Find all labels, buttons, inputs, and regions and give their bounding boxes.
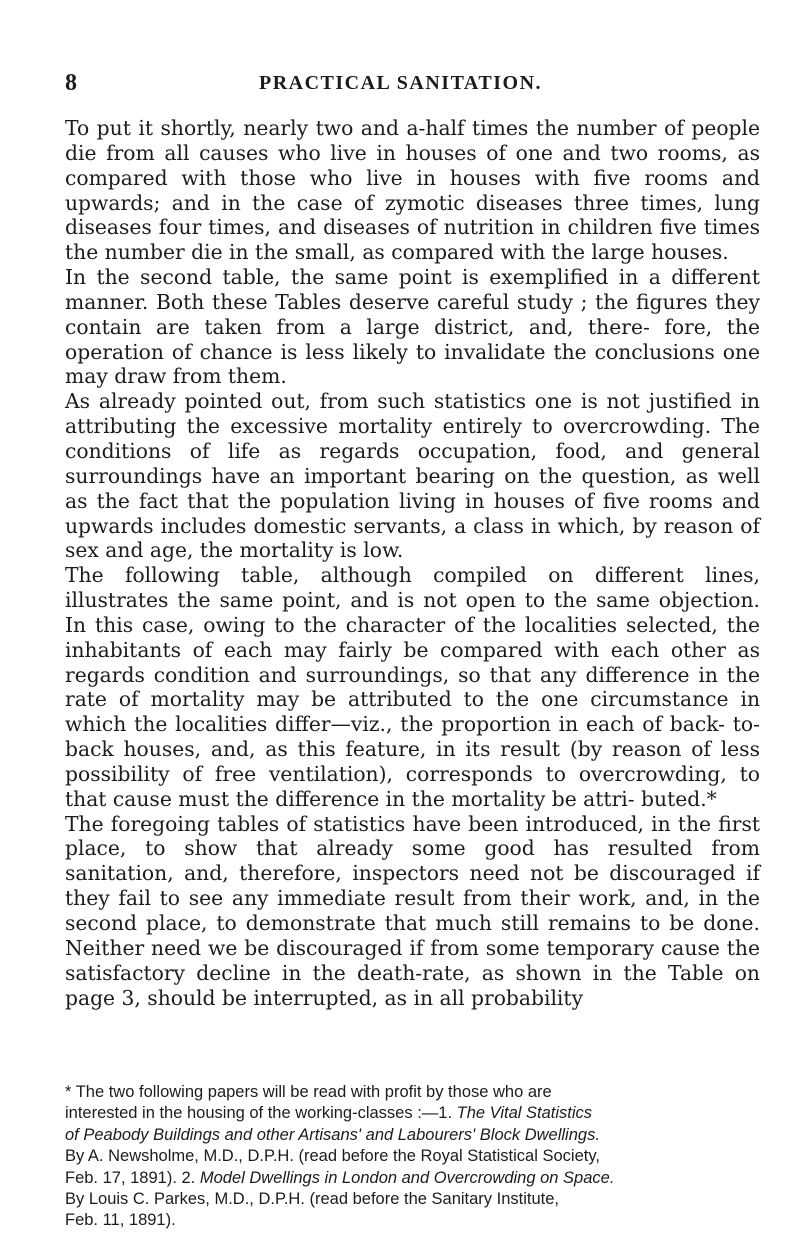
paragraph-5: The foregoing tables of statistics have been introduced, in the first place, to show that already some good has resulted from sanitation, and, therefore, inspectors need not be discouraged if they fail to see any immediate result from their work, and, in the second place, to demonstrate that much still remains to be done. Neither need we be discouraged if from some temporary cause the satisfactory decline in the death-rate, as shown in the Table on page 3, should be interrupted, as in all probability (65, 811, 760, 1010)
footnote-line (65, 1103, 760, 1124)
body-text (65, 116, 760, 1010)
page-number: 8 (65, 70, 77, 96)
footnote-line (65, 1168, 760, 1189)
paragraph-2: In the second table, the same point is exemplified in a different manner. Both these Tables deserve careful study ; the figures they contain are taken from a large district, and, there- fore, the operation of chance is less likely to invalidate the conclusions one may draw from them. (65, 265, 760, 389)
running-head: PRACTICAL SANITATION. (258, 72, 543, 94)
paragraph-3: As already pointed out, from such statistics one is not justified in attributing the excessive mortality entirely to overcrowding. The conditions of life as regards occupation, food, and general surroundings have an important bearing on the question, as well as the fact that the population living in houses of five rooms and upwards includes domestic servants, a class in which, by reason of sex and age, the mortality is low. (65, 389, 760, 563)
footnote-line: By Louis C. Parkes, M.D., D.P.H. (read before the Sanitary Institute, (65, 1190, 559, 1209)
footnote-line: By A. Newsholme, M.D., D.P.H. (read before the Royal Statistical Society, (65, 1147, 600, 1166)
footnote (65, 1082, 760, 1232)
page-header (0, 68, 801, 98)
footnote-title-italic: of Peabody Buildings and other Artisans' and Labourers' Block Dwellings. (65, 1125, 600, 1144)
paragraph-1: To put it shortly, nearly two and a-half times the number of people die from all causes who live in houses of one and two rooms, as compared with those who live in houses with five rooms and upwards; and in the case of zymotic diseases three times, lung diseases four times, and diseases of nutrition in children five times the number die in the small, as compared with the large houses. (65, 116, 760, 265)
footnote-text: Feb. 17, 1891). 2. (65, 1168, 200, 1187)
footnote-title-italic: The Vital Statistics (456, 1104, 593, 1123)
footnote-text: interested in the housing of the working-classes :—1. (65, 1104, 457, 1123)
footnote-title-italic: Model Dwellings in London and Overcrowding on Space. (199, 1168, 615, 1187)
footnote-line: * The two following papers will be read with profit by those who are (65, 1083, 552, 1101)
footnote-line: Feb. 11, 1891). (65, 1211, 176, 1230)
paragraph-4: The following table, although compiled on different lines, illustrates the same point, and is not open to the same objection. In this case, owing to the character of the localities selected, the inhabitants of each may fairly be compared with each other as regards condition and surroundings, so that any difference in the rate of mortality may be attributed to the one circumstance in which the localities differ—viz., the proportion in each of back- to-back houses, and, as this feature, in its result (by reason of less possibility of free ventilation), corresponds to overcrowding, to that cause must the difference in the mortality be attri- buted.* (65, 563, 760, 811)
